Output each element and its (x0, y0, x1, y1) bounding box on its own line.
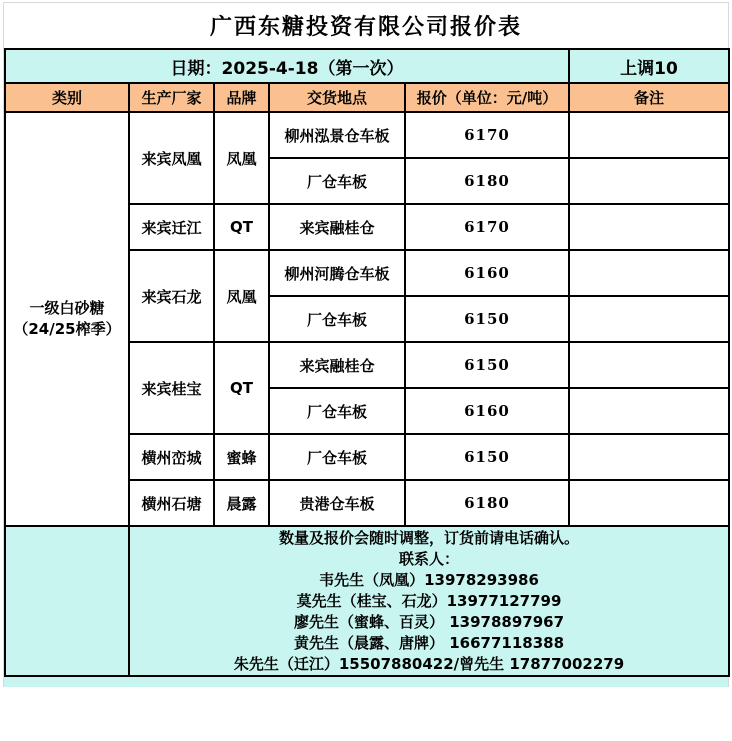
brand-cell: 蜜蜂 (214, 434, 269, 480)
location-cell: 厂仓车板 (269, 158, 405, 204)
location-cell: 厂仓车板 (269, 296, 405, 342)
footer-contacts-label: 联系人： (398, 549, 459, 568)
contact-line: 廖先生（蜜蜂、百灵） 13978897967 (293, 612, 565, 631)
col-header-category: 类别 (5, 83, 129, 112)
location-cell: 厂仓车板 (269, 388, 405, 434)
producer-cell: 来宾石龙 (129, 250, 214, 342)
col-header-remark: 备注 (569, 83, 729, 112)
location-cell: 来宾融桂仓 (269, 204, 405, 250)
spreadsheet-area (3, 2, 729, 687)
col-header-producer: 生产厂家 (129, 83, 214, 112)
category-cell (5, 112, 129, 526)
quotation-table (4, 48, 730, 677)
brand-cell: 晨露 (214, 480, 269, 526)
producer-cell: 横州峦城 (129, 434, 214, 480)
price-cell: 6160 (405, 250, 569, 296)
price-cell: 6150 (405, 434, 569, 480)
remark-cell (569, 112, 729, 158)
remark-cell (569, 388, 729, 434)
footer-notes-cell (129, 526, 729, 676)
table-row (5, 112, 729, 158)
brand-cell: 凤凰 (214, 112, 269, 204)
sheet-title: 广西东糖投资有限公司报价表 (4, 3, 728, 48)
remark-cell (569, 434, 729, 480)
producer-cell: 横州石塘 (129, 480, 214, 526)
price-cell: 6180 (405, 480, 569, 526)
brand-cell: QT (214, 342, 269, 434)
contact-line: 黄先生（晨露、唐牌） 16677118388 (293, 633, 565, 652)
price-cell: 6170 (405, 204, 569, 250)
contact-line: 韦先生（凤凰）13978293986 (319, 570, 539, 589)
category-line2: （24/25榨季） (13, 320, 121, 338)
col-header-brand: 品牌 (214, 83, 269, 112)
producer-cell: 来宾凤凰 (129, 112, 214, 204)
location-cell: 柳州河腾仓车板 (269, 250, 405, 296)
footer-row (5, 526, 729, 676)
adjustment-cell: 上调10 (569, 49, 729, 83)
footer-left-cell (5, 526, 129, 676)
price-cell: 6180 (405, 158, 569, 204)
remark-cell (569, 342, 729, 388)
producer-cell: 来宾桂宝 (129, 342, 214, 434)
location-cell: 厂仓车板 (269, 434, 405, 480)
price-cell: 6150 (405, 296, 569, 342)
footer-notice: 数量及报价会随时调整，订货前请电话确认。 (278, 528, 579, 547)
price-cell: 6160 (405, 388, 569, 434)
price-cell: 6170 (405, 112, 569, 158)
date-row (5, 49, 729, 83)
brand-cell: 凤凰 (214, 250, 269, 342)
price-cell: 6150 (405, 342, 569, 388)
remark-cell (569, 250, 729, 296)
remark-cell (569, 158, 729, 204)
location-cell: 柳州泓景仓车板 (269, 112, 405, 158)
remark-cell (569, 296, 729, 342)
col-header-price: 报价（单位：元/吨） (405, 83, 569, 112)
contact-line: 莫先生（桂宝、石龙）13977127799 (296, 591, 562, 610)
contact-line: 朱先生（迁江）15507880422/曾先生 17877002279 (233, 654, 625, 673)
location-cell: 贵港仓车板 (269, 480, 405, 526)
column-header-row (5, 83, 729, 112)
remark-cell (569, 204, 729, 250)
col-header-delivery-location: 交货地点 (269, 83, 405, 112)
location-cell: 来宾融桂仓 (269, 342, 405, 388)
remark-cell (569, 480, 729, 526)
category-line1: 一级白砂糖 (29, 299, 105, 317)
bottom-cutoff-row (4, 677, 728, 687)
producer-cell: 来宾迁江 (129, 204, 214, 250)
brand-cell: QT (214, 204, 269, 250)
date-cell: 日期：2025-4-18（第一次） (5, 49, 569, 83)
